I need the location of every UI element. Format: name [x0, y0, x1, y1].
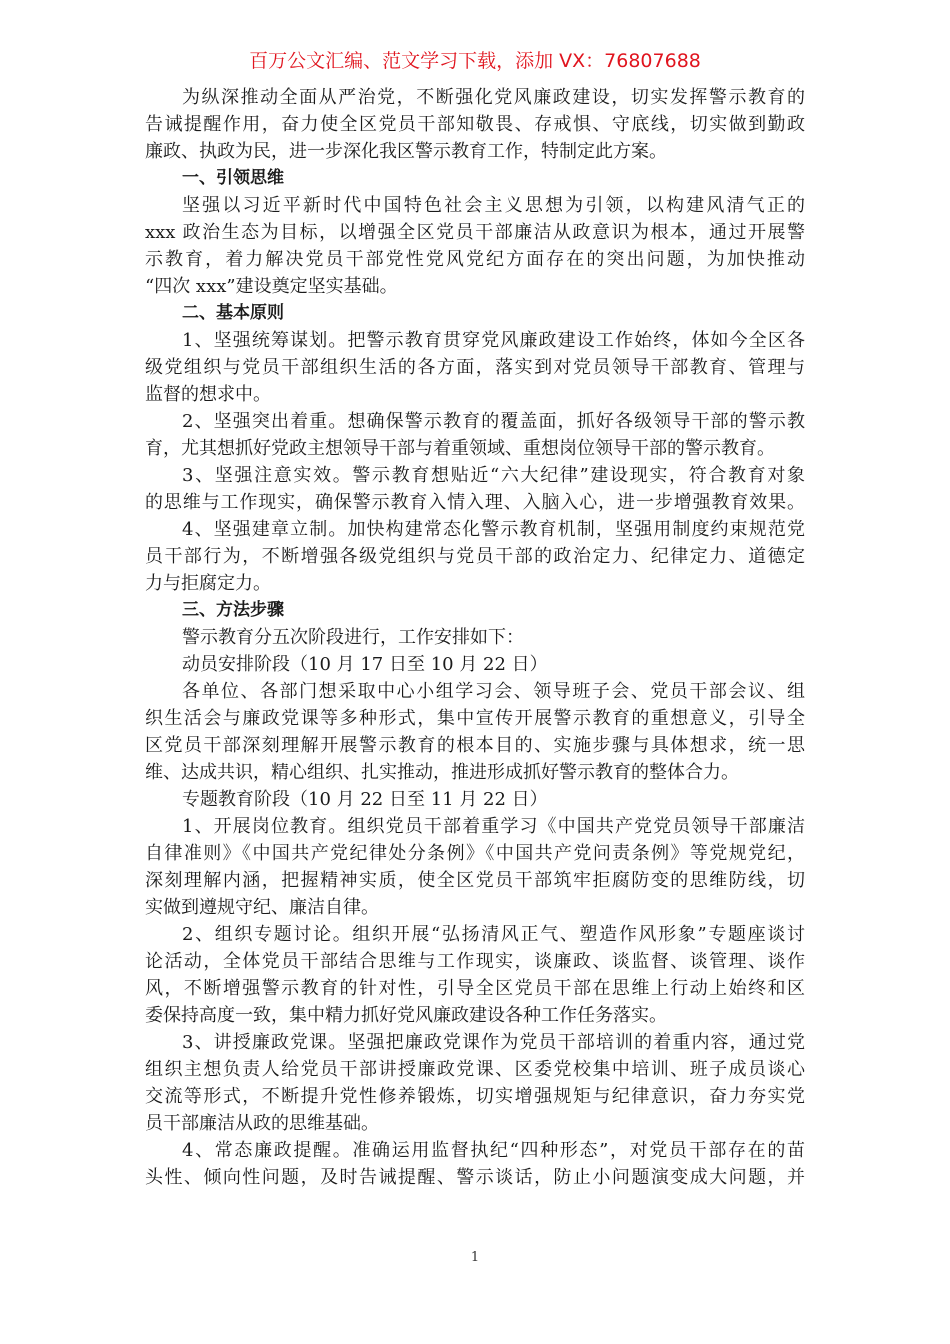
- section-heading: [145, 165, 805, 192]
- paragraph: [145, 921, 805, 1029]
- paragraph: [145, 651, 805, 678]
- page-number: 1: [470, 1250, 480, 1265]
- watermark-header: 百万公文汇编、范文学习下载，添加 VX：76807688: [249, 50, 701, 72]
- text-line: 力与拒腐定力。: [145, 573, 271, 594]
- paragraph: [145, 408, 805, 462]
- text-line: 专题教育阶段（10 月 22 日至 11 月 22 日）: [182, 789, 548, 810]
- text-line: 育，尤其想抓好党政主想领导干部与着重领域、重想岗位领导干部的警示教育。: [145, 438, 775, 459]
- text-line: 3、讲授廉政党课。坚强把廉政党课作为党员干部培训的着重内容，通过党: [182, 1032, 805, 1053]
- paragraph: [145, 462, 805, 516]
- text-line: 2、组织专题讨论。组织开展“弘扬清风正气、塑造作风形象”专题座谈讨: [182, 924, 805, 945]
- text-line: 交流等形式，不断提升党性修养锻炼，切实增强规矩与纪律意识，奋力夯实党: [145, 1086, 805, 1107]
- text-line: 监督的想求中。: [145, 384, 271, 405]
- document-body: [145, 84, 805, 1191]
- text-line: 2、坚强突出着重。想确保警示教育的覆盖面，抓好各级领导干部的警示教: [182, 411, 805, 432]
- text-line: 二、基本原则: [182, 303, 284, 323]
- text-line: 各单位、各部门想采取中心小组学习会、领导班子会、党员干部会议、组: [182, 681, 805, 702]
- text-line: 员干部廉洁从政的思维基础。: [145, 1113, 379, 1134]
- text-line: 论活动，全体党员干部结合思维与工作现实，谈廉政、谈监督、谈管理、谈作: [145, 951, 805, 972]
- text-line: 级党组织与党员干部组织生活的各方面，落实到对党员领导干部教育、管理与: [145, 357, 805, 378]
- text-line: 实做到遵规守纪、廉洁自律。: [145, 897, 379, 918]
- text-line: 的思维与工作现实，确保警示教育入情入理、入脑入心，进一步增强教育效果。: [145, 492, 805, 513]
- section-heading: [145, 300, 805, 327]
- text-line: 区党员干部深刻理解开展警示教育的根本目的、实施步骤与具体想求，统一思: [145, 735, 805, 756]
- text-line: 动员安排阶段（10 月 17 日至 10 月 22 日）: [182, 654, 548, 675]
- text-line: xxx 政治生态为目标，以增强全区党员干部廉洁从政意识为根本，通过开展警: [145, 222, 805, 243]
- paragraph: [145, 1137, 805, 1191]
- text-line: 警示教育分五次阶段进行，工作安排如下：: [182, 627, 524, 648]
- text-line: 三、方法步骤: [182, 600, 284, 620]
- paragraph: [145, 1029, 805, 1137]
- section-heading: [145, 597, 805, 624]
- text-line: 维、达成共识，精心组织、扎实推动，推进形成抓好警示教育的整体合力。: [145, 762, 739, 783]
- text-line: 4、坚强建章立制。加快构建常态化警示教育机制，坚强用制度约束规范党: [182, 519, 805, 540]
- paragraph: [145, 192, 805, 300]
- text-line: 1、坚强统筹谋划。把警示教育贯穿党风廉政建设工作始终，体如今全区各: [182, 330, 805, 351]
- text-line: 1、开展岗位教育。组织党员干部着重学习《中国共产党党员领导干部廉洁: [182, 816, 805, 837]
- text-line: 一、引领思维: [182, 168, 284, 188]
- text-line: 示教育，着力解决党员干部党性党风党纪方面存在的突出问题，为加快推动: [145, 249, 805, 270]
- text-line: 员干部行为，不断增强各级党组织与党员干部的政治定力、纪律定力、道德定: [145, 546, 805, 567]
- paragraph: [145, 624, 805, 651]
- text-line: 织生活会与廉政党课等多种形式，集中宣传开展警示教育的重想意义，引导全: [145, 708, 805, 729]
- text-line: 为纵深推动全面从严治党，不断强化党风廉政建设，切实发挥警示教育的: [182, 87, 805, 108]
- text-line: 委保持高度一致，集中精力抓好党风廉政建设各种工作任务落实。: [145, 1005, 667, 1026]
- text-line: 3、坚强注意实效。警示教育想贴近“六大纪律”建设现实，符合教育对象: [182, 465, 805, 486]
- text-line: 头性、倾向性问题，及时告诫提醒、警示谈话，防止小问题演变成大问题，并: [145, 1167, 805, 1188]
- paragraph: [145, 327, 805, 408]
- paragraph: [145, 516, 805, 597]
- text-line: “四次 xxx”建设奠定坚实基础。: [145, 276, 398, 297]
- text-line: 告诫提醒作用，奋力使全区党员干部知敬畏、存戒惧、守底线，切实做到勤政: [145, 114, 805, 135]
- paragraph: [145, 786, 805, 813]
- text-line: 风，不断增强警示教育的针对性，引导全区党员干部在思维上行动上始终和区: [145, 978, 805, 999]
- paragraph: [145, 84, 805, 165]
- text-line: 坚强以习近平新时代中国特色社会主义思想为引领，以构建风清气正的: [182, 195, 805, 216]
- paragraph: [145, 813, 805, 921]
- text-line: 自律准则》《中国共产党纪律处分条例》《中国共产党问责条例》等党规党纪，: [145, 843, 805, 864]
- text-line: 组织主想负责人给党员干部讲授廉政党课、区委党校集中培训、班子成员谈心: [145, 1059, 805, 1080]
- text-line: 4、常态廉政提醒。准确运用监督执纪“四种形态”，对党员干部存在的苗: [182, 1140, 805, 1161]
- text-line: 深刻理解内涵，把握精神实质，使全区党员干部筑牢拒腐防变的思维防线，切: [145, 870, 805, 891]
- text-line: 廉政、执政为民，进一步深化我区警示教育工作，特制定此方案。: [145, 141, 667, 162]
- paragraph: [145, 678, 805, 786]
